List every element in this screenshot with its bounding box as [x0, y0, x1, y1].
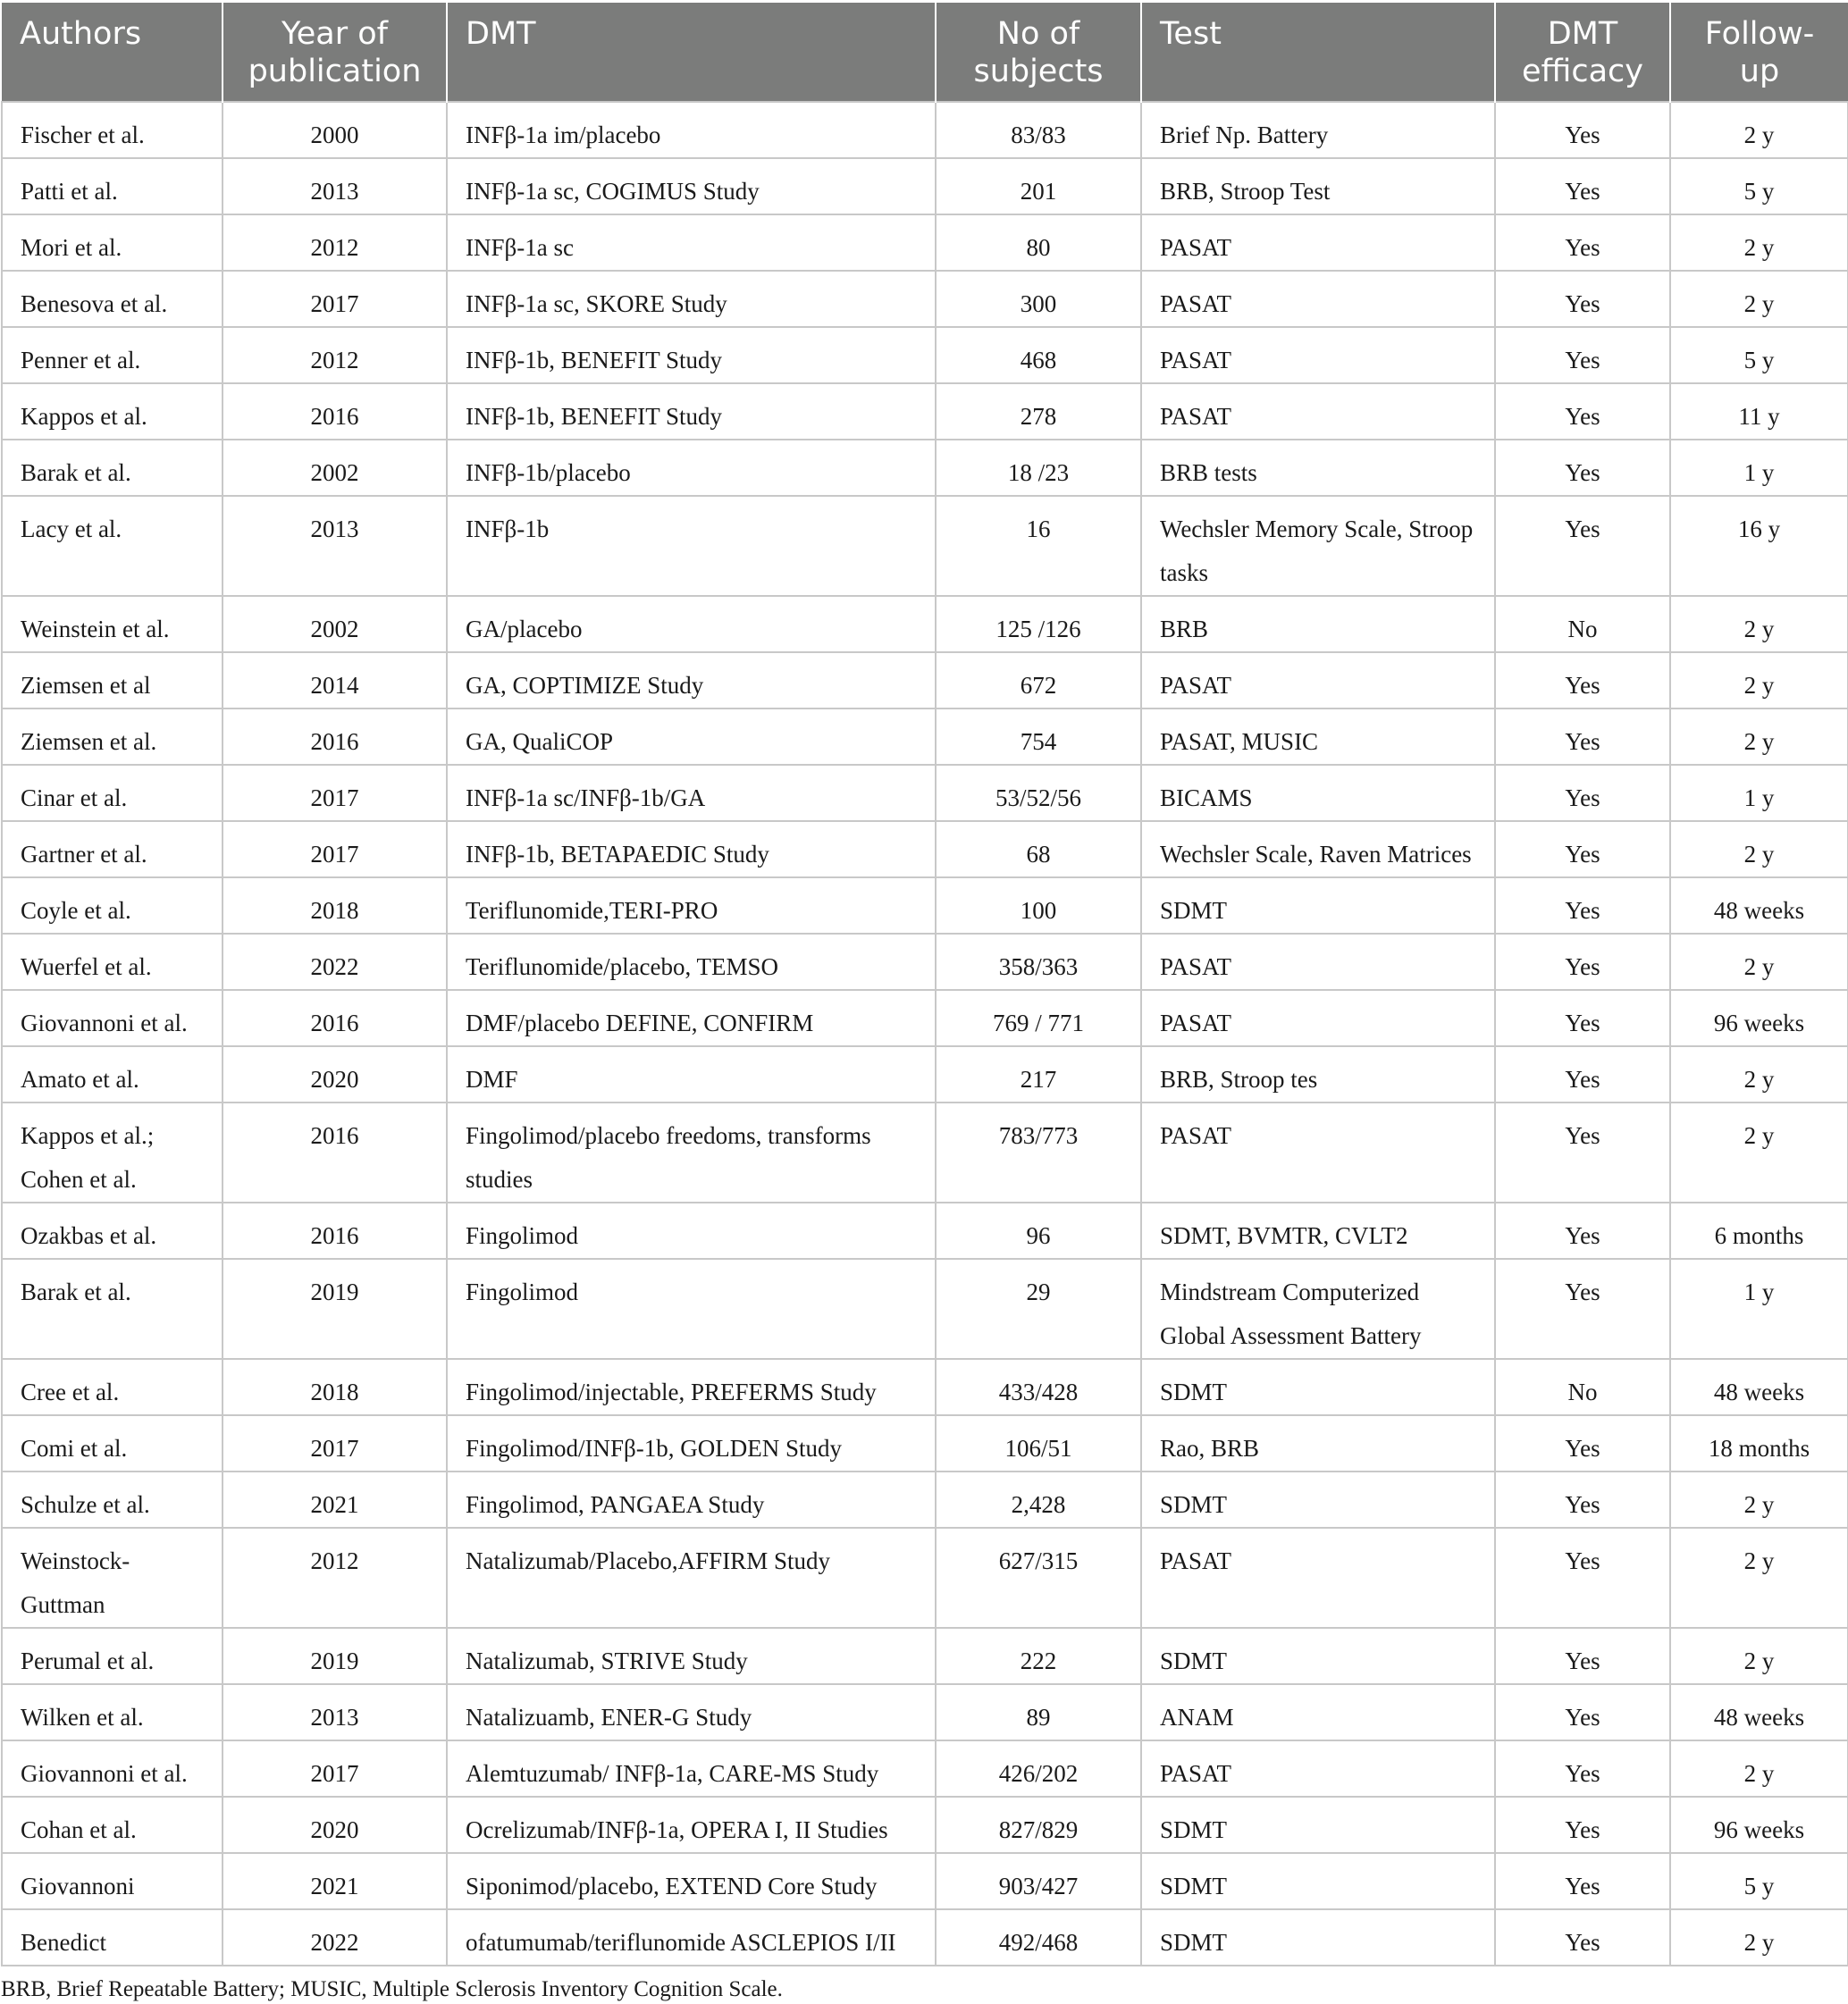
table-row [2, 1909, 1848, 1966]
cell-year: 2000 [223, 102, 447, 158]
cell-test: Rao, BRB [1141, 1415, 1495, 1472]
cell-efficacy: Yes [1495, 383, 1670, 440]
cell-dmt: Fingolimod/placebo freedoms, transforms studies [447, 1103, 936, 1203]
cell-test: SDMT [1141, 1797, 1495, 1853]
cell-test: SDMT [1141, 1472, 1495, 1528]
cell-year: 2019 [223, 1259, 447, 1359]
cell-subjects: 468 [936, 327, 1141, 383]
cell-authors: Penner et al. [2, 327, 223, 383]
cell-efficacy: Yes [1495, 214, 1670, 271]
cell-followup: 2 y [1670, 652, 1848, 709]
cell-test: Mindstream Computerized Global Assessment Battery [1141, 1259, 1495, 1359]
cell-dmt: GA/placebo [447, 596, 936, 652]
header-efficacy: DMT efficacy [1495, 3, 1670, 102]
cell-efficacy: Yes [1495, 652, 1670, 709]
cell-dmt: Teriflunomide/placebo, TEMSO [447, 934, 936, 990]
cell-authors: Cohan et al. [2, 1797, 223, 1853]
cell-subjects: 83/83 [936, 102, 1141, 158]
cell-authors: Benedict [2, 1909, 223, 1966]
cell-subjects: 672 [936, 652, 1141, 709]
table-row [2, 877, 1848, 934]
table-row [2, 271, 1848, 327]
cell-subjects: 278 [936, 383, 1141, 440]
cell-test: PASAT [1141, 990, 1495, 1046]
cell-followup: 48 weeks [1670, 1359, 1848, 1415]
cell-year: 2012 [223, 214, 447, 271]
cell-subjects: 903/427 [936, 1853, 1141, 1909]
cell-test: BRB tests [1141, 440, 1495, 496]
cell-dmt: Fingolimod/INFβ-1b, GOLDEN Study [447, 1415, 936, 1472]
cell-subjects: 492/468 [936, 1909, 1141, 1966]
cell-subjects: 300 [936, 271, 1141, 327]
cell-year: 2013 [223, 158, 447, 214]
cell-test: SDMT, BVMTR, CVLT2 [1141, 1203, 1495, 1259]
table-row [2, 934, 1848, 990]
header-authors: Authors [2, 3, 223, 102]
header-row [2, 3, 1848, 102]
cell-dmt: Natalizumab/Placebo,AFFIRM Study [447, 1528, 936, 1628]
cell-followup: 2 y [1670, 1103, 1848, 1203]
cell-year: 2016 [223, 1203, 447, 1259]
table-row [2, 383, 1848, 440]
cell-efficacy: Yes [1495, 1472, 1670, 1528]
cell-efficacy: Yes [1495, 1684, 1670, 1740]
cell-year: 2022 [223, 934, 447, 990]
cell-dmt: INFβ-1a sc, SKORE Study [447, 271, 936, 327]
cell-authors: Lacy et al. [2, 496, 223, 596]
cell-test: SDMT [1141, 1628, 1495, 1684]
table-row [2, 990, 1848, 1046]
cell-followup: 5 y [1670, 158, 1848, 214]
cell-efficacy: Yes [1495, 990, 1670, 1046]
table-row [2, 1103, 1848, 1203]
cell-test: PASAT [1141, 1528, 1495, 1628]
cell-year: 2022 [223, 1909, 447, 1966]
cell-subjects: 358/363 [936, 934, 1141, 990]
table-row [2, 652, 1848, 709]
cell-followup: 48 weeks [1670, 1684, 1848, 1740]
cell-dmt: INFβ-1b, BENEFIT Study [447, 327, 936, 383]
header-subjects: No of subjects [936, 3, 1141, 102]
cell-dmt: Fingolimod/injectable, PREFERMS Study [447, 1359, 936, 1415]
header-test: Test [1141, 3, 1495, 102]
table-row [2, 821, 1848, 877]
cell-dmt: Natalizuamb, ENER-G Study [447, 1684, 936, 1740]
cell-subjects: 433/428 [936, 1359, 1141, 1415]
cell-year: 2016 [223, 1103, 447, 1203]
cell-authors: Patti et al. [2, 158, 223, 214]
cell-subjects: 783/773 [936, 1103, 1141, 1203]
table-row [2, 214, 1848, 271]
cell-authors: Barak et al. [2, 440, 223, 496]
table-row [2, 1259, 1848, 1359]
cell-efficacy: Yes [1495, 496, 1670, 596]
cell-efficacy: Yes [1495, 158, 1670, 214]
cell-dmt: ofatumumab/teriflunomide ASCLEPIOS I/II [447, 1909, 936, 1966]
cell-authors: Benesova et al. [2, 271, 223, 327]
cell-authors: Comi et al. [2, 1415, 223, 1472]
cell-followup: 2 y [1670, 1528, 1848, 1628]
cell-authors: Ozakbas et al. [2, 1203, 223, 1259]
table-body [2, 102, 1848, 1966]
cell-year: 2019 [223, 1628, 447, 1684]
cell-efficacy: Yes [1495, 877, 1670, 934]
cell-subjects: 827/829 [936, 1797, 1141, 1853]
cell-authors: Perumal et al. [2, 1628, 223, 1684]
cell-test: BRB [1141, 596, 1495, 652]
cell-efficacy: Yes [1495, 1259, 1670, 1359]
cell-followup: 2 y [1670, 102, 1848, 158]
cell-subjects: 29 [936, 1259, 1141, 1359]
table-row [2, 1359, 1848, 1415]
cell-efficacy: Yes [1495, 1415, 1670, 1472]
cell-authors: Cinar et al. [2, 765, 223, 821]
cell-year: 2013 [223, 496, 447, 596]
cell-dmt: Fingolimod, PANGAEA Study [447, 1472, 936, 1528]
cell-efficacy: Yes [1495, 1740, 1670, 1797]
cell-followup: 48 weeks [1670, 877, 1848, 934]
cell-dmt: Siponimod/placebo, EXTEND Core Study [447, 1853, 936, 1909]
cell-authors: Mori et al. [2, 214, 223, 271]
cell-authors: Schulze et al. [2, 1472, 223, 1528]
cell-test: SDMT [1141, 877, 1495, 934]
cell-followup: 2 y [1670, 214, 1848, 271]
table-container [1, 3, 1847, 2004]
cell-test: PASAT [1141, 934, 1495, 990]
cell-followup: 2 y [1670, 934, 1848, 990]
cell-year: 2017 [223, 765, 447, 821]
cell-dmt: DMF [447, 1046, 936, 1103]
cell-authors: Ziemsen et al. [2, 709, 223, 765]
cell-subjects: 769 / 771 [936, 990, 1141, 1046]
cell-authors: Coyle et al. [2, 877, 223, 934]
cell-followup: 5 y [1670, 1853, 1848, 1909]
cell-efficacy: Yes [1495, 327, 1670, 383]
table-row [2, 1797, 1848, 1853]
cell-dmt: Alemtuzumab/ INFβ-1a, CARE-MS Study [447, 1740, 936, 1797]
cell-subjects: 53/52/56 [936, 765, 1141, 821]
table-row [2, 1740, 1848, 1797]
cell-dmt: INFβ-1a im/placebo [447, 102, 936, 158]
cell-year: 2018 [223, 877, 447, 934]
cell-followup: 16 y [1670, 496, 1848, 596]
cell-followup: 2 y [1670, 821, 1848, 877]
dmt-cognition-table [1, 3, 1848, 1966]
cell-year: 2021 [223, 1853, 447, 1909]
cell-authors: Wilken et al. [2, 1684, 223, 1740]
cell-subjects: 89 [936, 1684, 1141, 1740]
cell-followup: 2 y [1670, 1472, 1848, 1528]
cell-year: 2002 [223, 596, 447, 652]
cell-authors: Giovannoni et al. [2, 990, 223, 1046]
cell-year: 2013 [223, 1684, 447, 1740]
cell-efficacy: Yes [1495, 821, 1670, 877]
cell-authors: Kappos et al.; Cohen et al. [2, 1103, 223, 1203]
cell-authors: Weinstein et al. [2, 596, 223, 652]
cell-test: Wechsler Scale, Raven Matrices [1141, 821, 1495, 877]
cell-test: PASAT [1141, 1103, 1495, 1203]
cell-followup: 6 months [1670, 1203, 1848, 1259]
cell-subjects: 96 [936, 1203, 1141, 1259]
cell-year: 2012 [223, 327, 447, 383]
cell-test: PASAT [1141, 1740, 1495, 1797]
table-row [2, 496, 1848, 596]
table-footnote: BRB, Brief Repeatable Battery; MUSIC, Multiple Sclerosis Inventory Cognition Scale. [1, 1977, 783, 2001]
cell-efficacy: Yes [1495, 102, 1670, 158]
table-row [2, 158, 1848, 214]
table-row [2, 1472, 1848, 1528]
table-row [2, 440, 1848, 496]
cell-followup: 1 y [1670, 440, 1848, 496]
cell-efficacy: Yes [1495, 1203, 1670, 1259]
table-row [2, 765, 1848, 821]
cell-efficacy: Yes [1495, 1628, 1670, 1684]
cell-year: 2017 [223, 821, 447, 877]
cell-followup: 2 y [1670, 1046, 1848, 1103]
cell-test: PASAT [1141, 652, 1495, 709]
cell-year: 2021 [223, 1472, 447, 1528]
cell-efficacy: Yes [1495, 1528, 1670, 1628]
cell-dmt: INFβ-1a sc, COGIMUS Study [447, 158, 936, 214]
cell-dmt: INFβ-1b/placebo [447, 440, 936, 496]
cell-followup: 2 y [1670, 709, 1848, 765]
cell-efficacy: Yes [1495, 1103, 1670, 1203]
table-row [2, 596, 1848, 652]
cell-followup: 2 y [1670, 1740, 1848, 1797]
cell-dmt: DMF/placebo DEFINE, CONFIRM [447, 990, 936, 1046]
table-row [2, 1684, 1848, 1740]
cell-dmt: INFβ-1a sc/INFβ-1b/GA [447, 765, 936, 821]
table-row [2, 1203, 1848, 1259]
cell-test: Brief Np. Battery [1141, 102, 1495, 158]
cell-subjects: 68 [936, 821, 1141, 877]
cell-subjects: 2,428 [936, 1472, 1141, 1528]
cell-followup: 2 y [1670, 1628, 1848, 1684]
cell-year: 2017 [223, 1415, 447, 1472]
cell-dmt: Teriflunomide,TERI-PRO [447, 877, 936, 934]
cell-authors: Cree et al. [2, 1359, 223, 1415]
cell-subjects: 754 [936, 709, 1141, 765]
cell-dmt: INFβ-1a sc [447, 214, 936, 271]
cell-subjects: 201 [936, 158, 1141, 214]
cell-subjects: 100 [936, 877, 1141, 934]
cell-year: 2002 [223, 440, 447, 496]
cell-subjects: 16 [936, 496, 1141, 596]
cell-test: SDMT [1141, 1853, 1495, 1909]
cell-authors: Fischer et al. [2, 102, 223, 158]
cell-year: 2016 [223, 709, 447, 765]
table-row [2, 102, 1848, 158]
cell-followup: 11 y [1670, 383, 1848, 440]
cell-test: BRB, Stroop Test [1141, 158, 1495, 214]
cell-subjects: 18 /23 [936, 440, 1141, 496]
cell-year: 2017 [223, 271, 447, 327]
cell-efficacy: No [1495, 1359, 1670, 1415]
table-row [2, 1415, 1848, 1472]
cell-subjects: 217 [936, 1046, 1141, 1103]
cell-efficacy: Yes [1495, 765, 1670, 821]
table-row [2, 709, 1848, 765]
cell-dmt: GA, COPTIMIZE Study [447, 652, 936, 709]
cell-subjects: 125 /126 [936, 596, 1141, 652]
cell-authors: Giovannoni [2, 1853, 223, 1909]
cell-year: 2012 [223, 1528, 447, 1628]
table-row [2, 327, 1848, 383]
cell-test: Wechsler Memory Scale, Stroop tasks [1141, 496, 1495, 596]
cell-authors: Giovannoni et al. [2, 1740, 223, 1797]
cell-test: SDMT [1141, 1909, 1495, 1966]
cell-year: 2016 [223, 990, 447, 1046]
cell-year: 2016 [223, 383, 447, 440]
cell-followup: 2 y [1670, 1909, 1848, 1966]
cell-followup: 1 y [1670, 765, 1848, 821]
cell-year: 2018 [223, 1359, 447, 1415]
cell-followup: 5 y [1670, 327, 1848, 383]
cell-dmt: GA, QualiCOP [447, 709, 936, 765]
cell-test: SDMT [1141, 1359, 1495, 1415]
table-row [2, 1046, 1848, 1103]
cell-test: PASAT [1141, 214, 1495, 271]
header-followup: Follow-up [1670, 3, 1848, 102]
cell-subjects: 222 [936, 1628, 1141, 1684]
cell-efficacy: No [1495, 596, 1670, 652]
cell-efficacy: Yes [1495, 709, 1670, 765]
cell-dmt: Natalizumab, STRIVE Study [447, 1628, 936, 1684]
cell-efficacy: Yes [1495, 1797, 1670, 1853]
header-year: Year of publication [223, 3, 447, 102]
table-row [2, 1628, 1848, 1684]
cell-year: 2020 [223, 1797, 447, 1853]
cell-subjects: 627/315 [936, 1528, 1141, 1628]
cell-authors: Weinstock-Guttman [2, 1528, 223, 1628]
cell-efficacy: Yes [1495, 440, 1670, 496]
cell-efficacy: Yes [1495, 934, 1670, 990]
cell-followup: 96 weeks [1670, 990, 1848, 1046]
cell-authors: Ziemsen et al [2, 652, 223, 709]
cell-test: PASAT [1141, 271, 1495, 327]
cell-followup: 2 y [1670, 271, 1848, 327]
cell-dmt: INFβ-1b, BENEFIT Study [447, 383, 936, 440]
cell-dmt: Fingolimod [447, 1203, 936, 1259]
cell-subjects: 106/51 [936, 1415, 1141, 1472]
cell-year: 2014 [223, 652, 447, 709]
cell-year: 2020 [223, 1046, 447, 1103]
cell-year: 2017 [223, 1740, 447, 1797]
cell-efficacy: Yes [1495, 271, 1670, 327]
cell-dmt: Ocrelizumab/INFβ-1a, OPERA I, II Studies [447, 1797, 936, 1853]
cell-dmt: Fingolimod [447, 1259, 936, 1359]
table-row [2, 1853, 1848, 1909]
cell-followup: 96 weeks [1670, 1797, 1848, 1853]
cell-test: BICAMS [1141, 765, 1495, 821]
cell-test: BRB, Stroop tes [1141, 1046, 1495, 1103]
cell-efficacy: Yes [1495, 1046, 1670, 1103]
cell-authors: Wuerfel et al. [2, 934, 223, 990]
cell-dmt: INFβ-1b, BETAPAEDIC Study [447, 821, 936, 877]
cell-authors: Barak et al. [2, 1259, 223, 1359]
cell-subjects: 80 [936, 214, 1141, 271]
cell-followup: 2 y [1670, 596, 1848, 652]
cell-test: PASAT, MUSIC [1141, 709, 1495, 765]
cell-test: PASAT [1141, 327, 1495, 383]
cell-authors: Kappos et al. [2, 383, 223, 440]
header-dmt: DMT [447, 3, 936, 102]
cell-authors: Gartner et al. [2, 821, 223, 877]
cell-test: ANAM [1141, 1684, 1495, 1740]
cell-dmt: INFβ-1b [447, 496, 936, 596]
cell-efficacy: Yes [1495, 1853, 1670, 1909]
cell-test: PASAT [1141, 383, 1495, 440]
cell-followup: 1 y [1670, 1259, 1848, 1359]
cell-followup: 18 months [1670, 1415, 1848, 1472]
table-row [2, 1528, 1848, 1628]
cell-subjects: 426/202 [936, 1740, 1141, 1797]
cell-efficacy: Yes [1495, 1909, 1670, 1966]
cell-authors: Amato et al. [2, 1046, 223, 1103]
